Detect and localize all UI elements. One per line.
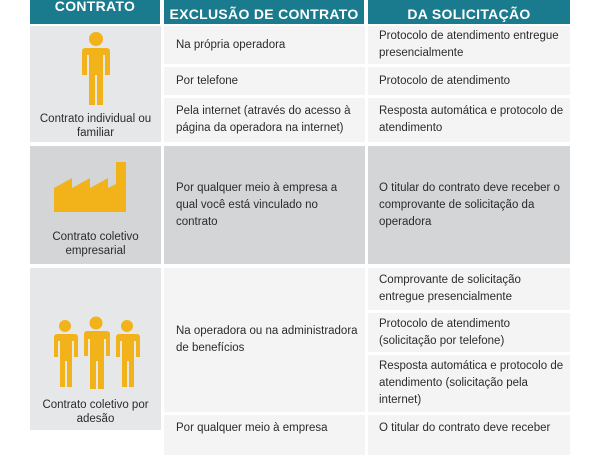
- channel-cell: Na própria operadora: [164, 26, 365, 64]
- channel-cell: Na operadora ou na administradora de benefícios: [164, 268, 365, 412]
- factory-icon: [30, 160, 161, 212]
- proof-cell: Resposta automática e protocolo de atendimento (solicitação pela internet): [368, 355, 570, 412]
- contract-label-adesao: Contrato coletivo por adesão: [42, 399, 149, 425]
- proof-cell: O titular do contrato deve receber o comprovante de solicitação da operadora: [368, 146, 570, 264]
- channel-cell: Pela internet (através do acesso à página da operadora na internet): [164, 98, 365, 142]
- contract-cell-adesao: [30, 268, 161, 430]
- contract-label-individual: Contrato individual ou familiar: [39, 113, 152, 139]
- proof-cell: Comprovante de solicitação entregue presencialmente: [368, 268, 570, 310]
- header-exclusao: EXCLUSÃO DE CONTRATO: [164, 0, 364, 24]
- header-contrato: CONTRATO: [30, 0, 160, 24]
- person-icon: [30, 30, 161, 108]
- contract-cell-empresarial: [30, 146, 161, 264]
- header-solicitacao: DA SOLICITAÇÃO: [368, 0, 570, 24]
- channel-cell: Por qualquer meio à empresa a qual você está vinculado no contrato: [164, 146, 365, 264]
- group-of-people-icon: [30, 316, 161, 392]
- contract-cell-individual: [30, 26, 161, 142]
- channel-cell: Por qualquer meio à empresa: [164, 415, 365, 455]
- proof-cell: Resposta automática e protocolo de atendimento: [368, 98, 570, 142]
- proof-cell: Protocolo de atendimento: [368, 67, 570, 95]
- proof-cell: O titular do contrato deve receber: [368, 415, 570, 455]
- proof-cell: Protocolo de atendimento (solicitação por telefone): [368, 313, 570, 352]
- channel-cell: Por telefone: [164, 67, 365, 95]
- proof-cell: Protocolo de atendimento entregue presencialmente: [368, 26, 570, 64]
- contract-label-empresarial: Contrato coletivo empresarial: [52, 231, 139, 257]
